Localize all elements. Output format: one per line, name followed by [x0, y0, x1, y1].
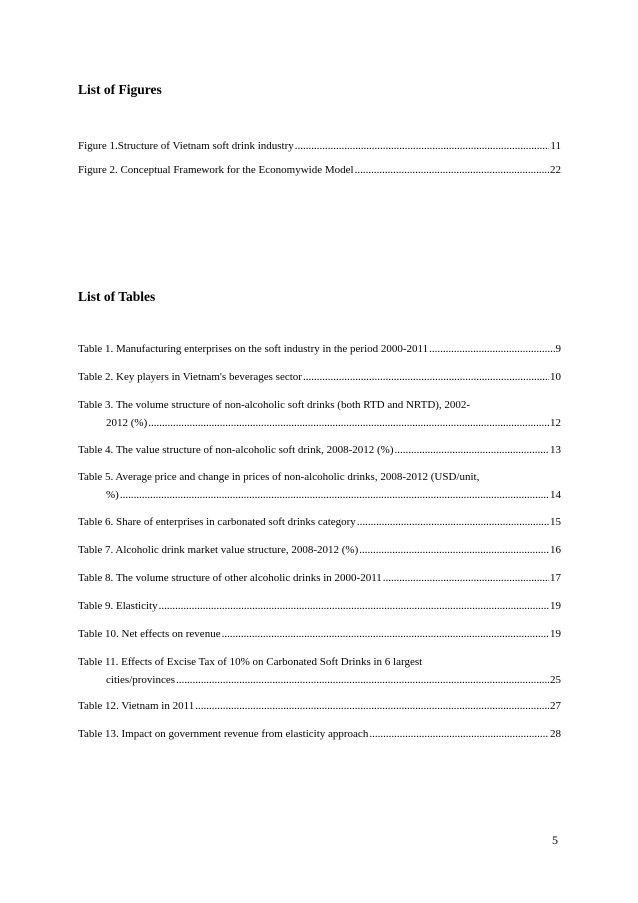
table-entry-7 — [78, 541, 561, 559]
dot-leader — [195, 697, 549, 715]
entry-title: Table 7. Alcoholic drink market value structure, 2008-2012 (%) — [78, 544, 359, 556]
entry-title: Table 5. Average price and change in prices of non-alcoholic drinks, 2008-2012 (USD/unit, — [78, 471, 480, 483]
entry-page: 28 — [550, 728, 561, 740]
entry-page: 25 — [550, 674, 561, 686]
entry-page: 17 — [550, 572, 561, 584]
entry-page: 15 — [550, 516, 561, 528]
table-entry-4 — [78, 441, 561, 459]
entry-title: Table 10. Net effects on revenue — [78, 628, 221, 640]
entry-title: Table 4. The value structure of non-alcoholic soft drink, 2008-2012 (%) — [78, 444, 394, 456]
entry-title-continued: 2012 (%) — [106, 417, 148, 429]
table-entry-12 — [78, 697, 561, 715]
table-entry-1 — [78, 340, 561, 358]
entry-page: 10 — [550, 371, 561, 383]
dot-leader — [120, 486, 549, 504]
entry-title: Table 2. Key players in Vietnam's beverages sector — [78, 371, 302, 383]
dot-leader — [357, 513, 549, 531]
entry-page: 11 — [550, 140, 561, 152]
table-entry-2 — [78, 368, 561, 386]
dot-leader — [359, 541, 549, 559]
entry-title: Table 8. The volume structure of other alcoholic drinks in 2000-2011 — [78, 572, 382, 584]
dot-leader — [383, 569, 549, 587]
table-entry-6 — [78, 513, 561, 531]
dot-leader — [222, 625, 549, 643]
entry-page: 22 — [550, 164, 561, 176]
entry-title: Table 6. Share of enterprises in carbonated soft drinks category — [78, 516, 356, 528]
list-of-figures-heading: List of Figures — [78, 82, 162, 97]
table-entry-9 — [78, 597, 561, 615]
dot-leader — [176, 671, 549, 689]
table-entry-3 — [78, 396, 561, 432]
table-entry-8 — [78, 569, 561, 587]
entry-page: 19 — [550, 600, 561, 612]
table-entry-10 — [78, 625, 561, 643]
entry-page: 27 — [550, 700, 561, 712]
entry-title: Table 3. The volume structure of non-alcoholic soft drinks (both RTD and NRTD), 2002- — [78, 399, 471, 411]
dot-leader — [303, 368, 549, 386]
entry-title-continued: %) — [106, 489, 119, 501]
table-entry-11 — [78, 653, 561, 689]
list-of-tables-heading: List of Tables — [78, 289, 156, 304]
dot-leader — [429, 340, 554, 358]
entry-title: Table 1. Manufacturing enterprises on the soft industry in the period 2000-2011 — [78, 343, 429, 355]
entry-page: 16 — [550, 544, 561, 556]
entry-page: 19 — [550, 628, 561, 640]
entry-title: Table 13. Impact on government revenue from elasticity approach — [78, 728, 369, 740]
figure-entry-2 — [78, 161, 561, 179]
entry-page: 13 — [550, 444, 561, 456]
dot-leader — [369, 725, 549, 743]
dot-leader — [355, 161, 549, 179]
dot-leader — [159, 597, 549, 615]
entry-page: 14 — [550, 489, 561, 501]
table-entry-13 — [78, 725, 561, 743]
entry-title-continued: cities/provinces — [106, 674, 176, 686]
dot-leader — [295, 137, 550, 155]
dot-leader — [395, 441, 550, 459]
table-entry-5 — [78, 468, 561, 504]
entry-title: Table 12. Vietnam in 2011 — [78, 700, 195, 712]
entry-title: Table 11. Effects of Excise Tax of 10% on Carbonated Soft Drinks in 6 largest — [78, 656, 423, 668]
entry-page: 9 — [555, 343, 561, 355]
entry-title: Figure 1.Structure of Vietnam soft drink industry — [78, 140, 294, 152]
dot-leader — [148, 414, 549, 432]
entry-page: 12 — [550, 417, 561, 429]
page-number: 5 — [552, 833, 558, 847]
figure-entry-1 — [78, 137, 561, 155]
entry-title: Figure 2. Conceptual Framework for the Economywide Model — [78, 164, 354, 176]
entry-title: Table 9. Elasticity — [78, 600, 158, 612]
